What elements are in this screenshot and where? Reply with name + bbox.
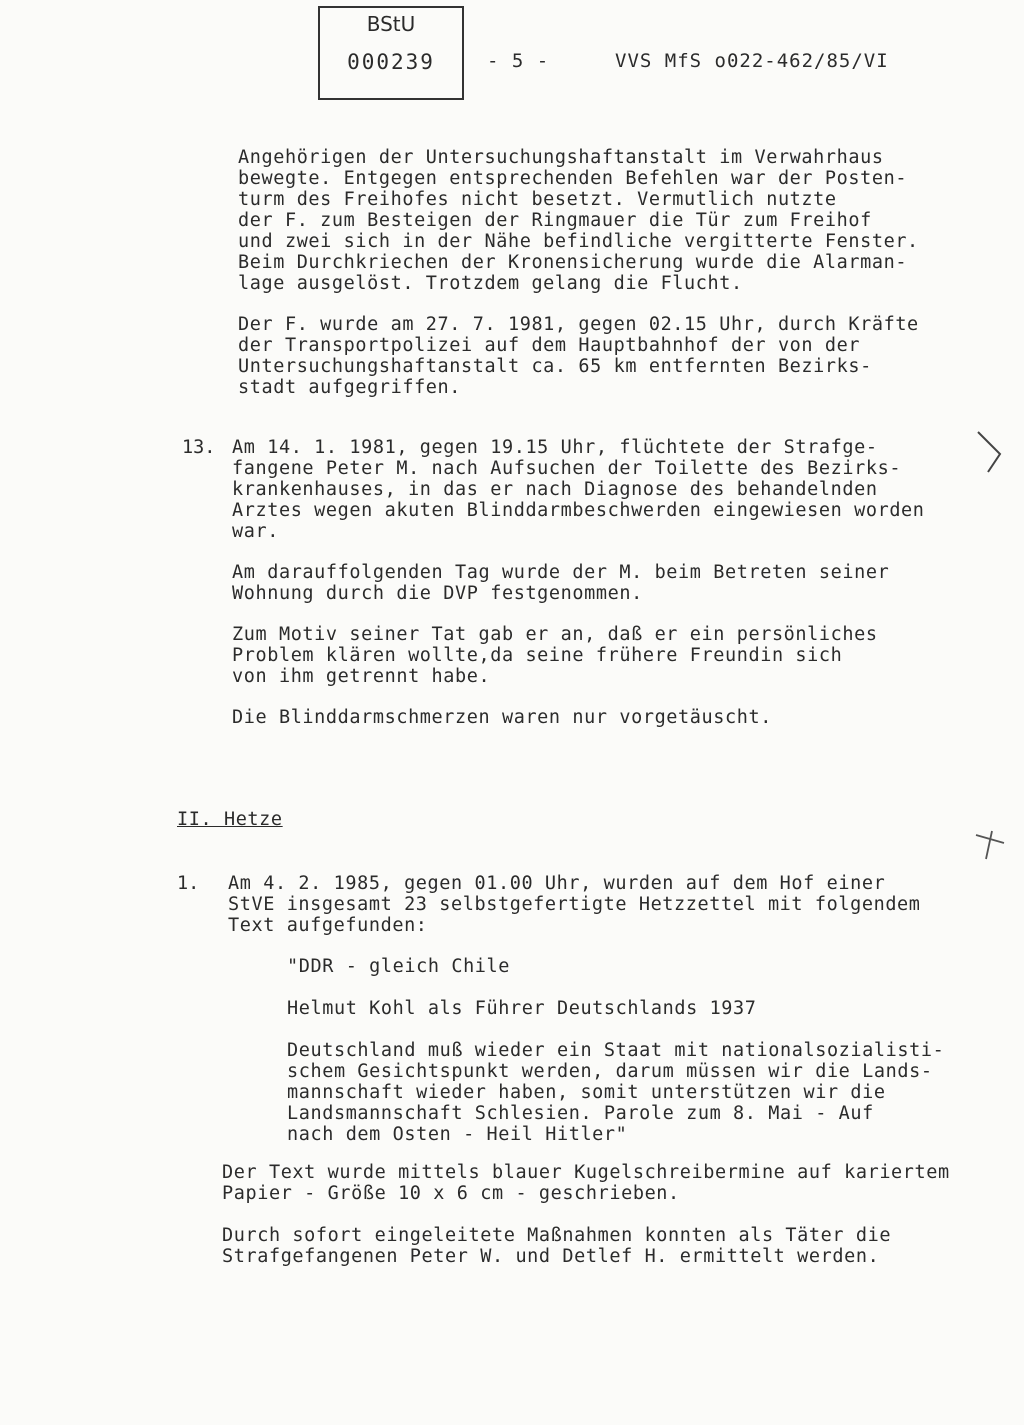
text-line: Wohnung durch die DVP festgenommen.	[232, 583, 643, 604]
text-line: der F. zum Besteigen der Ringmauer die Tür zum Freihof	[238, 210, 872, 231]
text-line: Untersuchungshaftanstalt ca. 65 km entfernten Bezirks-	[238, 356, 872, 377]
quote-line: schem Gesichtspunkt werden, darum müssen wir die Lands-	[287, 1061, 933, 1082]
text-line: Zum Motiv seiner Tat gab er an, daß er ein persönliches	[232, 624, 878, 645]
text-line: von ihm getrennt habe.	[232, 666, 491, 687]
item-number: 1.	[177, 873, 200, 894]
document-reference: VVS MfS o022-462/85/VI	[615, 50, 889, 72]
text-line: war.	[232, 521, 279, 542]
item-number: 13.	[182, 437, 216, 458]
text-line: Papier - Größe 10 x 6 cm - geschrieben.	[222, 1183, 680, 1204]
quote-line: mannschaft wieder haben, somit unterstützen wir die	[287, 1082, 886, 1103]
text-line: bewegte. Entgegen entsprechenden Befehlen war der Posten-	[238, 168, 908, 189]
quote-line: Deutschland muß wieder ein Staat mit nationalsozialisti-	[287, 1040, 945, 1061]
text-line: Arztes wegen akuten Blinddarmbeschwerden eingewiesen worden	[232, 500, 925, 521]
stamp-number: 000239	[347, 50, 435, 74]
text-line: Strafgefangenen Peter W. und Detlef H. ermittelt werden.	[222, 1246, 880, 1267]
section-heading: II. Hetze	[177, 809, 283, 830]
stamp-label: BStU	[366, 12, 416, 36]
text-line: turm des Freihofes nicht besetzt. Vermutlich nutzte	[238, 189, 837, 210]
text-line: stadt aufgegriffen.	[238, 377, 462, 398]
text-line: Am 4. 2. 1985, gegen 01.00 Uhr, wurden auf dem Hof einer	[228, 873, 886, 894]
text-line: Der F. wurde am 27. 7. 1981, gegen 02.15 Uhr, durch Kräfte	[238, 314, 919, 335]
text-line: Der Text wurde mittels blauer Kugelschreibermine auf kariertem	[222, 1162, 950, 1183]
text-line: und zwei sich in der Nähe befindliche vergitterte Fenster.	[238, 231, 919, 252]
quote-line: nach dem Osten - Heil Hitler"	[287, 1124, 628, 1145]
text-line: Angehörigen der Untersuchungshaftanstalt im Verwahrhaus	[238, 147, 884, 168]
text-line: fangene Peter M. nach Aufsuchen der Toilette des Bezirks-	[232, 458, 902, 479]
text-line: Am 14. 1. 1981, gegen 19.15 Uhr, flüchtete der Strafge-	[232, 437, 878, 458]
text-line: Text aufgefunden:	[228, 915, 428, 936]
quote-line: "DDR - gleich Chile	[287, 956, 511, 977]
page-number: - 5 -	[487, 50, 550, 72]
text-line: Durch sofort eingeleitete Maßnahmen konnten als Täter die	[222, 1225, 892, 1246]
text-line: Am darauffolgenden Tag wurde der M. beim Betreten seiner	[232, 562, 890, 583]
text-line: der Transportpolizei auf dem Hauptbahnhof der von der	[238, 335, 861, 356]
quote-line: Helmut Kohl als Führer Deutschlands 1937	[287, 998, 757, 1019]
margin-cross-icon	[970, 825, 1010, 865]
margin-mark-icon	[970, 428, 1010, 478]
archive-stamp	[318, 6, 464, 100]
text-line: Die Blinddarmschmerzen waren nur vorgetäuscht.	[232, 707, 772, 728]
quote-line: Landsmannschaft Schlesien. Parole zum 8. Mai - Auf	[287, 1103, 874, 1124]
text-line: Beim Durchkriechen der Kronensicherung wurde die Alarman-	[238, 252, 908, 273]
text-line: Problem klären wollte,da seine frühere Freundin sich	[232, 645, 843, 666]
text-line: krankenhauses, in das er nach Diagnose des behandelnden	[232, 479, 878, 500]
text-line: lage ausgelöst. Trotzdem gelang die Flucht.	[238, 273, 743, 294]
text-line: StVE insgesamt 23 selbstgefertigte Hetzzettel mit folgendem	[228, 894, 921, 915]
